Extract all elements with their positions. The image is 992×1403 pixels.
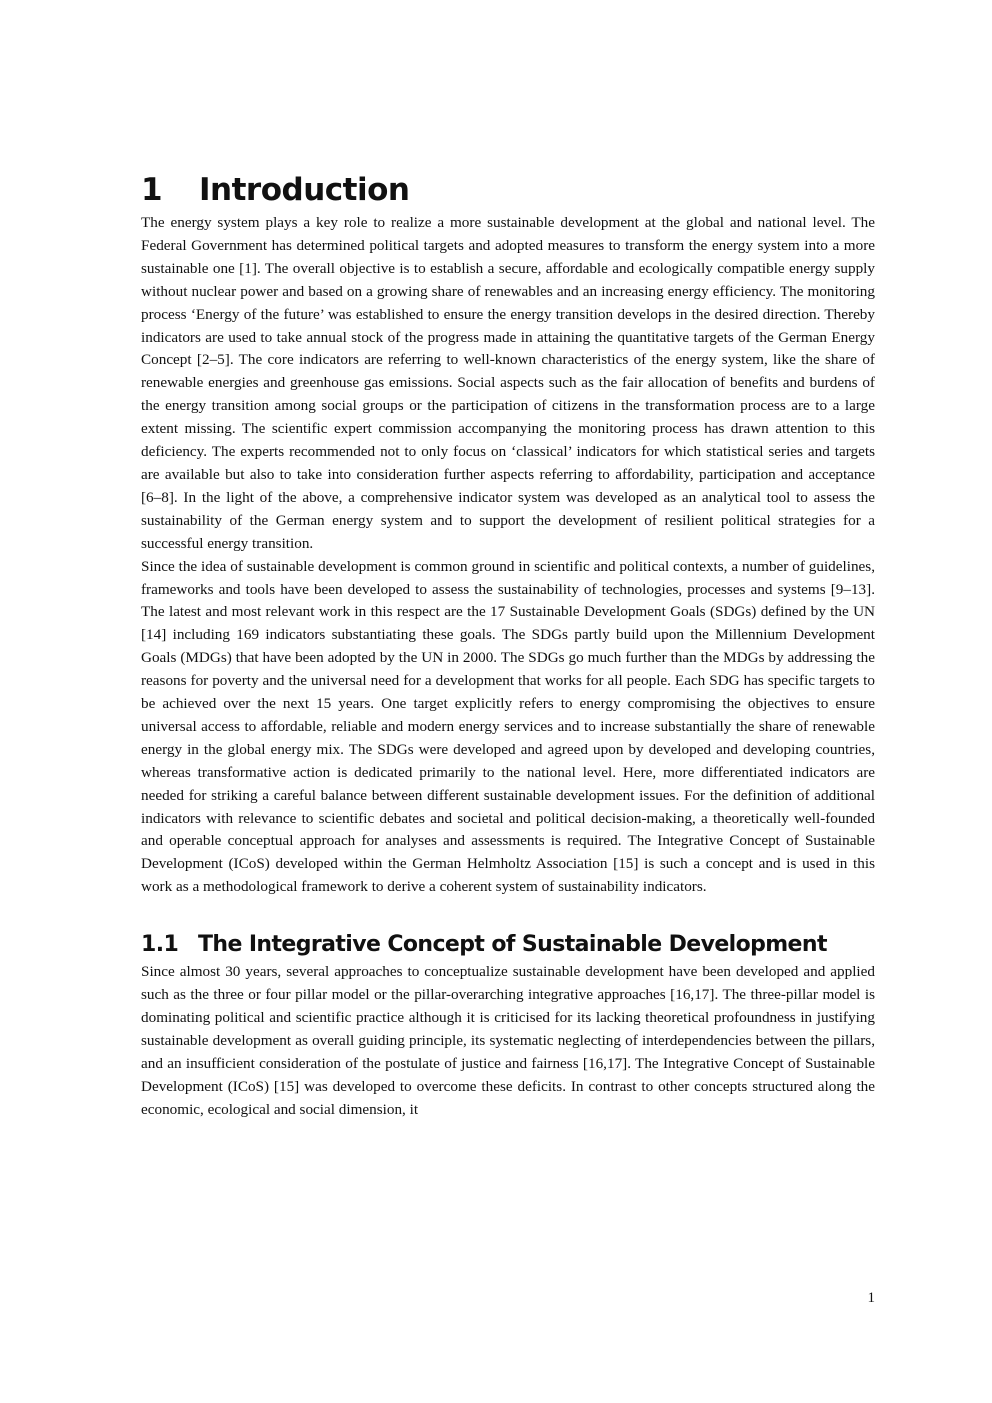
chapter-title: Introduction: [199, 172, 410, 208]
chapter-number: 1: [141, 172, 163, 208]
body-paragraph: Since the idea of sustainable development is common ground in scientific and political contexts, a number of guidelines, frameworks and tools have been developed to assess the sustainability of technologies, processes and systems [9–13]. The latest and most relevant work in this respect are the 17 Sustainable Development Goals (SDGs) defined by the UN [14] including 169 indicators substantiating these goals. The SDGs partly build upon the Millennium Development Goals (MDGs) that have been adopted by the UN in 2000. The SDGs go much further than the MDGs by addressing the reasons for poverty and the universal need for a development that works for all people. Each SDG has specific targets to be achieved over the next 15 years. One target explicitly refers to energy compromising the objectives to ensure universal access to affordable, reliable and modern energy services and to increase substantially the share of renewable energy in the global energy mix. The SDGs were developed and agreed upon by developed and developing countries, whereas transformative action is dedicated primarily to the national level. Here, more differentiated indicators are needed for striking a careful balance between different sustainable development issues. For the definition of additional indicators with relevance to scientific debates and societal and political decision-making, a theoretically well-founded and operable conceptual approach for analyses and assessments is required. The Integrative Concept of Sustainable Development (ICoS) developed within the German Helmholtz Association [15] is such a concept and is used in this work as a methodological framework to derive a coherent system of sustainability indicators.: [141, 557, 875, 896]
section-title: The Integrative Concept of Sustainable Development: [198, 932, 827, 958]
section-number: 1.1: [141, 932, 179, 958]
page-content: [141, 168, 875, 1122]
section-heading: [141, 929, 875, 961]
section-heading-wrapper: [141, 929, 875, 961]
page-number: 1: [867, 1290, 875, 1306]
chapter-heading: [141, 168, 875, 212]
body-paragraph: Since almost 30 years, several approaches to conceptualize sustainable development have been developed and applied such as the three or four pillar model or the pillar-overarching integrative approaches [16,17]. The three-pillar model is dominating political and scientific practice although it is criticised for its lacking theoretical profoundness in justifying sustainable development as overall guiding principle, its systematic neglecting of interdependencies between the pillars, and an insufficient consideration of the postulate of justice and fairness [16,17]. The Integrative Concept of Sustainable Development (ICoS) [15] was developed to overcome these deficits. In contrast to other concepts structured along the economic, ecological and social dimension, it: [141, 963, 875, 1118]
body-paragraph: The energy system plays a key role to realize a more sustainable development at the global and national level. The Federal Government has determined political targets and adopted measures to transform the energy system into a more sustainable one [1]. The overall objective is to establish a secure, affordable and ecologically compatible energy supply without nuclear power and based on a growing share of renewables and an increasing energy efficiency. The monitoring process ‘Energy of the future’ was established to ensure the energy transition develops in the desired direction. Thereby indicators are used to take annual stock of the progress made in attaining the quantitative targets of the German Energy Concept [2–5]. The core indicators are referring to well-known characteristics of the energy system, like the share of renewable energies and greenhouse gas emissions. Social aspects such as the fair allocation of benefits and burdens of the energy transition among social groups or the participation of citizens in the transformation process are to a large extent missing. The scientific expert commission accompanying the monitoring process has drawn attention to this deficiency. The experts recommended not to only focus on ‘classical’ indicators for which statistical series and targets are available but also to take into consideration further aspects referring to affordability, participation and acceptance [6–8]. In the light of the above, a comprehensive indicator system was developed as an analytical tool to assess the sustainability of the German energy system and to support the development of resilient political strategies for a successful energy transition.: [141, 214, 875, 552]
